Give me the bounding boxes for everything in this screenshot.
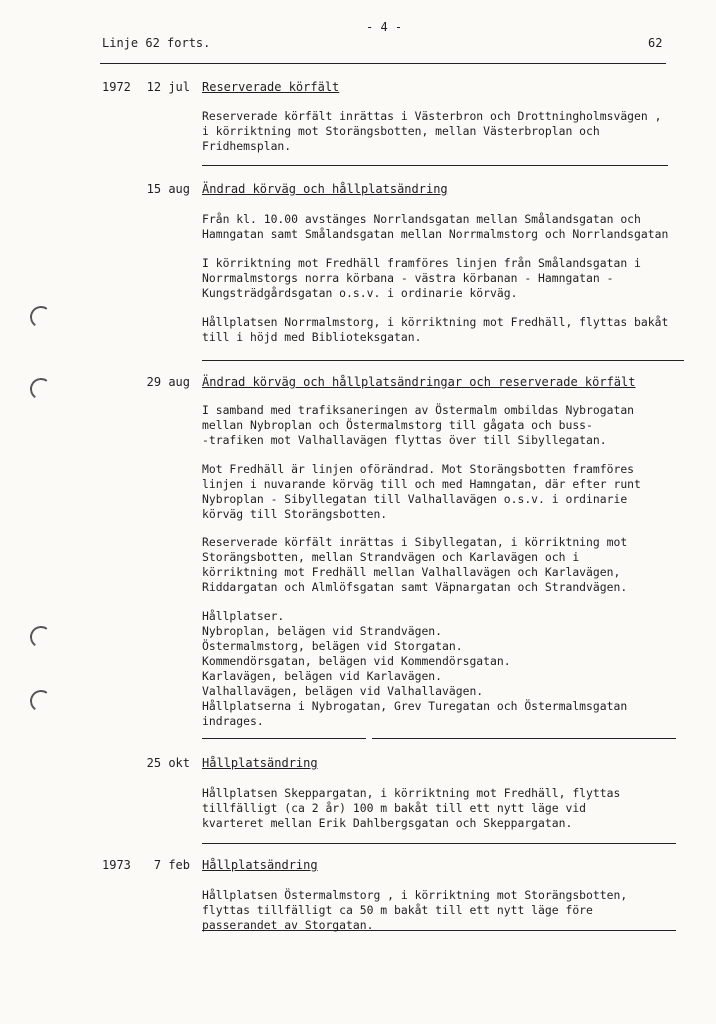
punch-hole-mark — [28, 304, 53, 329]
entry-paragraph: I körriktning mot Fredhäll framföres linjen från Smålandsgatan i Norrmalmstorgs norra körbana - västra körbanan - Hamngatan - Kungsträdgårdsgatan o.s.v. i ordinarie körväg. — [202, 256, 641, 300]
entry-date: 29 aug — [146, 375, 190, 389]
entry-paragraph: Hållplatsen Norrmalmstorg, i körriktning mot Fredhäll, flyttas bakåt till i höjd med Biblioteksgatan. — [202, 315, 669, 344]
entry-separator — [372, 738, 676, 739]
entry-date: 15 aug — [146, 182, 190, 196]
entry-separator — [202, 843, 676, 844]
entry-separator — [202, 738, 366, 739]
entry-title: Hållplatsändring — [202, 858, 318, 872]
entry-paragraph: Från kl. 10.00 avstänges Norrlandsgatan mellan Smålandsgatan och Hamngatan samt Smålandsgatan mellan Norrmalmstorg och Norrlandsgatan — [202, 212, 669, 241]
entry-paragraph: Hållplatsen Östermalmstorg , i körriktning mot Storängsbotten, flyttas tillfälligt ca 50 m bakåt till ett nytt läge före passerandet av Storgatan. — [202, 888, 628, 932]
entry-title: Hållplatsändring — [202, 756, 318, 770]
entry-paragraph: Hållplatser. Nybroplan, belägen vid Strandvägen. Östermalmstorg, belägen vid Storgatan. Kommendörsgatan, belägen vid Kommendörsgatan. Karlavägen, belägen vid Karlavägen. Valhallavägen, belägen vid Valhallavägen. Hållplatserna i Nybrogatan, Grev Turegatan och Östermalmsgatan indrages. — [202, 609, 628, 728]
punch-hole-mark — [28, 624, 53, 649]
entry-title: Ändrad körväg och hållplatsändringar och reserverade körfält — [202, 375, 636, 389]
header-line-title: Linje 62 forts. — [102, 36, 211, 50]
entry-date: 25 okt — [146, 756, 190, 770]
entry-paragraph: I samband med trafiksaneringen av Östermalm ombildas Nybrogatan mellan Nybroplan och Östermalmstorg till gågata och buss- -trafiken mot Valhallavägen flyttas över till Sibyllegatan. — [202, 403, 635, 447]
entry-separator — [202, 360, 684, 361]
entry-year: 1972 — [102, 80, 131, 94]
header-rule — [100, 63, 666, 64]
entry-separator — [202, 930, 676, 931]
entry-year: 1973 — [102, 858, 131, 872]
entry-paragraph: Mot Fredhäll är linjen oförändrad. Mot Storängsbotten framföres linjen i nuvarande körväg till och med Hamngatan, där efter runt Nybroplan - Sibyllegatan till Valhallavägen o.s.v. i ordinarie körväg till Storängsbotten. — [202, 462, 641, 521]
entry-paragraph: Hållplatsen Skeppargatan, i körriktning mot Fredhäll, flyttas tillfälligt (ca 2 år) 100 m bakåt till ett nytt läge vid kvarteret mellan Erik Dahlbergsgatan och Skeppargatan. — [202, 786, 621, 830]
entry-title: Ändrad körväg och hållplatsändring — [202, 182, 448, 196]
punch-hole-mark — [28, 688, 53, 713]
entry-separator — [202, 165, 668, 166]
punch-hole-mark — [28, 376, 53, 401]
entry-paragraph: Reserverade körfält inrättas i Västerbron och Drottningholmsvägen , i körriktning mot Storängsbotten, mellan Västerbroplan och Fridhemsplan. — [202, 109, 662, 153]
page-number: - 4 - — [366, 20, 403, 34]
entry-title: Reserverade körfält — [202, 80, 340, 94]
header-line-number: 62 — [648, 36, 663, 50]
entry-date: 12 jul — [146, 80, 190, 94]
entry-paragraph: Reserverade körfält inrättas i Sibyllegatan, i körriktning mot Storängsbotten, mellan Strandvägen och Karlavägen och i körriktning mot Fredhäll mellan Valhallavägen och Karlavägen, Riddargatan och Almlöfsgatan samt Väpnargatan och Strandvägen. — [202, 535, 628, 594]
entry-date: 7 feb — [153, 858, 190, 872]
